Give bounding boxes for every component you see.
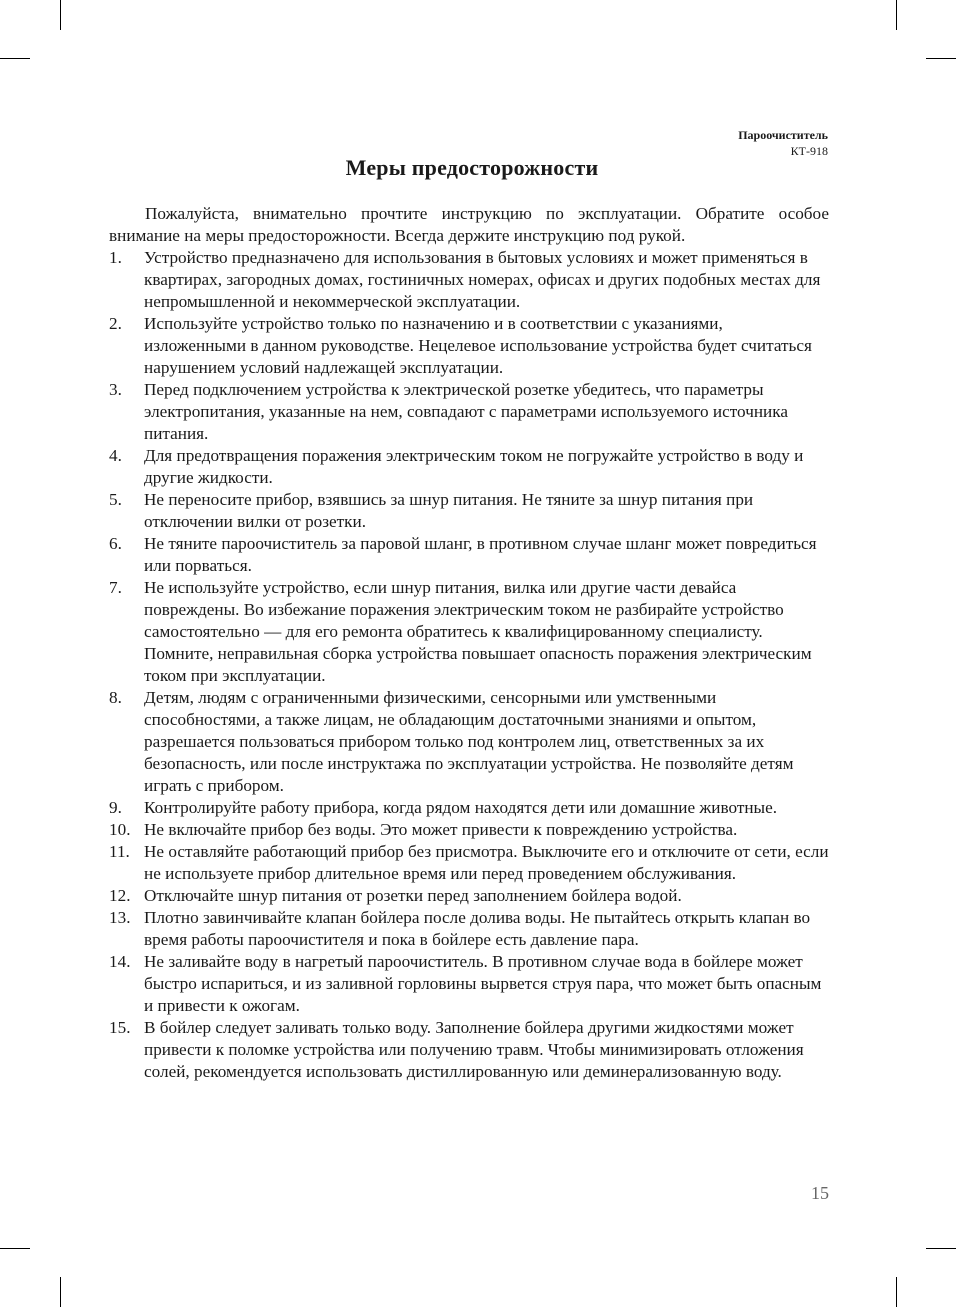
crop-mark-top-left (60, 0, 61, 30)
list-item-number: 10. (109, 820, 131, 839)
crop-mark-right-top (926, 58, 956, 59)
crop-mark-left-top (0, 58, 30, 59)
crop-mark-bottom-right (896, 1277, 897, 1307)
list-item-text: Детям, людям с ограниченными физическими, сенсорными или умственными способностями, а также лицам, не обладающим достаточными знаниями и опытом, разрешается пользоваться прибором только под контролем лиц, ответственных за их безопасность, или после инструктажа по эксплуатации устройства. Не позволяйте детям играть с прибором. (144, 688, 794, 795)
intro-paragraph: Пожалуйста, внимательно прочтите инструкцию по эксплуатации. Обратите особое внимание на меры предосторожности. Всегда держите инструкцию под рукой. (109, 204, 829, 245)
list-item-text: Не заливайте воду в нагретый пароочиститель. В противном случае вода в бойлере может быстро испариться, и из заливной горловины вырвется струя пара, что может быть опасным и привести к ожогам. (144, 952, 822, 1015)
list-item-number: 5. (109, 490, 122, 509)
list-item (109, 687, 829, 797)
list-item (109, 885, 829, 907)
list-item-text: Используйте устройство только по назначению и в соответствии с указаниями, изложенными в данном руководстве. Нецелевое использование устройства будет считаться нарушением условий надлежащей эксплуатации. (144, 314, 812, 377)
list-item-text: Не оставляйте работающий прибор без присмотра. Выключите его и отключите от сети, если не используете прибор длительное время или перед проведением обслуживания. (144, 842, 829, 883)
list-item-text: Устройство предназначено для использования в бытовых условиях и может применяться в квартирах, загородных домах, гостиничных номерах, офисах и других подобных местах для непромышленной и некоммерческой эксплуатации. (144, 248, 821, 311)
list-item-number: 6. (109, 534, 122, 553)
list-item-text: Не используйте устройство, если шнур питания, вилка или другие части девайса повреждены. Во избежание поражения электрическим током не разбирайте устройство самостоятельно — для его ремонта обратитесь к квалифицированному специалисту. Помните, неправильная сборка устройства повышает опасность поражения электрическим током при эксплуатации. (144, 578, 812, 685)
list-item (109, 577, 829, 687)
list-item (109, 907, 829, 951)
list-item-text: Контролируйте работу прибора, когда рядом находятся дети или домашние животные. (144, 798, 778, 817)
list-item-text: Не включайте прибор без воды. Это может привести к повреждению устройства. (144, 820, 738, 839)
list-item (109, 841, 829, 885)
list-item (109, 445, 829, 489)
list-item-text: В бойлер следует заливать только воду. Заполнение бойлера другими жидкостями может привести к поломке устройства или получению травм. Чтобы минимизировать отложения солей, рекомендуется использовать дистиллированную или деминерализованную воду. (144, 1018, 804, 1081)
list-item-number: 11. (109, 842, 130, 861)
list-item (109, 489, 829, 533)
list-item-number: 12. (109, 886, 131, 905)
list-item-text: Отключайте шнур питания от розетки перед заполнением бойлера водой. (144, 886, 682, 905)
list-item (109, 819, 829, 841)
list-item (109, 951, 829, 1017)
list-item-number: 14. (109, 952, 131, 971)
list-item (109, 533, 829, 577)
list-item-text: Не тяните пароочиститель за паровой шланг, в противном случае шланг может повредиться или порваться. (144, 534, 817, 575)
list-item-number: 13. (109, 908, 131, 927)
page-title: Меры предосторожности (345, 155, 599, 180)
crop-mark-left-bottom (0, 1248, 30, 1249)
page-number: 15 (811, 1183, 829, 1203)
document-body (109, 203, 829, 1083)
list-item (109, 379, 829, 445)
list-item-text: Плотно завинчивайте клапан бойлера после долива воды. Не пытайтесь открыть клапан во время работы пароочистителя и пока в бойлере есть давление пара. (144, 908, 811, 949)
list-item-number: 2. (109, 314, 122, 333)
crop-mark-bottom-left (60, 1277, 61, 1307)
list-item-text: Не переносите прибор, взявшись за шнур питания. Не тяните за шнур питания при отключении вилки от розетки. (144, 490, 754, 531)
list-item-number: 7. (109, 578, 122, 597)
list-item (109, 797, 829, 819)
list-item-number: 8. (109, 688, 122, 707)
header-model: КТ-918 (790, 144, 828, 158)
crop-mark-top-right (896, 0, 897, 30)
list-item-text: Для предотвращения поражения электрическим током не погружайте устройство в воду и другие жидкости. (144, 446, 804, 487)
precautions-list (109, 247, 829, 1083)
list-item-text: Перед подключением устройства к электрической розетке убедитесь, что параметры электропитания, указанные на нем, совпадают с параметрами используемого источника питания. (144, 380, 788, 443)
list-item (109, 1017, 829, 1083)
list-item-number: 9. (109, 798, 122, 817)
list-item-number: 3. (109, 380, 122, 399)
header-product: Пароочиститель (738, 128, 828, 142)
crop-mark-right-bottom (926, 1248, 956, 1249)
list-item (109, 247, 829, 313)
list-item-number: 15. (109, 1018, 131, 1037)
list-item-number: 4. (109, 446, 122, 465)
list-item (109, 313, 829, 379)
list-item-number: 1. (109, 248, 122, 267)
